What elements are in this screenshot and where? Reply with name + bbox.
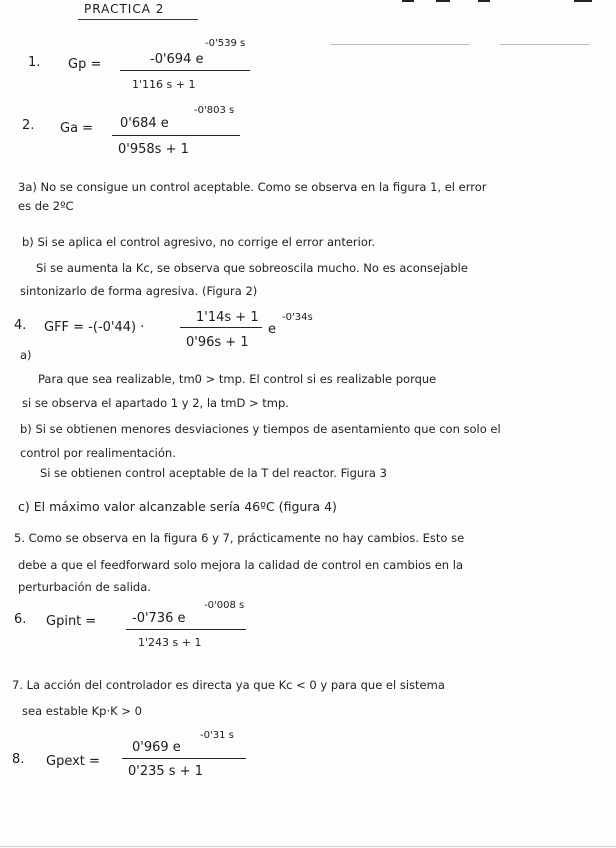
item-number: 6. (14, 612, 27, 627)
text-line: control por realimentación. (20, 446, 176, 460)
text-line: debe a que el feedforward solo mejora la calidad de control en cambios en la (18, 558, 463, 572)
equation-denominator: 1'243 s + 1 (138, 636, 202, 649)
equation-numerator: -0'694 e (150, 52, 204, 67)
faint-rule (330, 44, 470, 45)
equation-numerator: -0'736 e (132, 611, 186, 626)
equation-exponent: -0'34s (282, 312, 313, 323)
text-line: 7. La acción del controlador es directa ya que Kc < 0 y para que el sistema (12, 678, 445, 692)
equation-numerator: 0'684 e (120, 116, 169, 131)
equation-exponent: -0'803 s (194, 105, 235, 116)
text-line: c) El máximo valor alcanzable sería 46ºC (figura 4) (18, 499, 337, 514)
equation-lhs: Gpint = (46, 614, 97, 629)
equation-denominator: 1'116 s + 1 (132, 78, 196, 91)
subitem-label: a) (20, 348, 32, 362)
equation-denominator: 0'235 s + 1 (128, 764, 203, 779)
equation-lhs: Gpext = (46, 754, 100, 769)
top-edge-mark (402, 0, 414, 2)
item-number: 8. (12, 752, 25, 767)
text-line: si se observa el apartado 1 y 2, la tmD > tmp. (22, 396, 289, 410)
fraction-bar (122, 758, 246, 759)
text-line: es de 2ºC (18, 199, 74, 213)
bottom-edge-line (0, 846, 616, 847)
text-line: Si se obtienen control aceptable de la T del reactor. Figura 3 (40, 466, 387, 480)
equation-exponent: -0'31 s (200, 730, 234, 741)
equation-denominator: 0'96s + 1 (186, 335, 249, 350)
fraction-bar (112, 135, 240, 136)
fraction-bar (120, 70, 250, 71)
equation-exponent: -0'008 s (204, 600, 245, 611)
equation-lhs: Ga = (60, 121, 94, 136)
text-line: b) Si se obtienen menores desviaciones y tiempos de asentamiento que con solo el (20, 422, 501, 436)
equation-numerator: 1'14s + 1 (196, 310, 259, 325)
title-underline (78, 19, 198, 20)
top-edge-mark (436, 0, 450, 2)
page-title: PRACTICA 2 (84, 2, 165, 16)
text-line: Si se aumenta la Kc, se observa que sobreoscila mucho. No es aconsejable (36, 261, 468, 275)
item-number: 4. (14, 318, 27, 333)
exponential-e: e (268, 322, 276, 337)
equation-lhs: GFF = -(-0'44) · (44, 320, 145, 335)
text-line: Para que sea realizable, tm0 > tmp. El control si es realizable porque (38, 372, 437, 386)
top-edge-mark (574, 0, 592, 2)
equation-lhs: Gp = (68, 57, 102, 72)
fraction-bar (126, 629, 246, 630)
fraction-bar (180, 327, 262, 328)
text-line: 3a) No se consigue un control aceptable. Como se observa en la figura 1, el error (18, 180, 487, 194)
equation-numerator: 0'969 e (132, 740, 181, 755)
faint-rule (500, 44, 590, 45)
equation-exponent: -0'539 s (205, 38, 246, 49)
text-line: b) Si se aplica el control agresivo, no corrige el error anterior. (22, 235, 376, 249)
equation-denominator: 0'958s + 1 (118, 142, 189, 157)
item-number: 1. (28, 55, 41, 70)
text-line: perturbación de salida. (18, 580, 151, 594)
text-line: sea estable Kp·K > 0 (22, 704, 142, 718)
text-line: 5. Como se observa en la figura 6 y 7, prácticamente no hay cambios. Esto se (14, 531, 465, 545)
top-edge-mark (478, 0, 490, 2)
item-number: 2. (22, 118, 35, 133)
text-line: sintonizarlo de forma agresiva. (Figura 2) (20, 284, 258, 298)
